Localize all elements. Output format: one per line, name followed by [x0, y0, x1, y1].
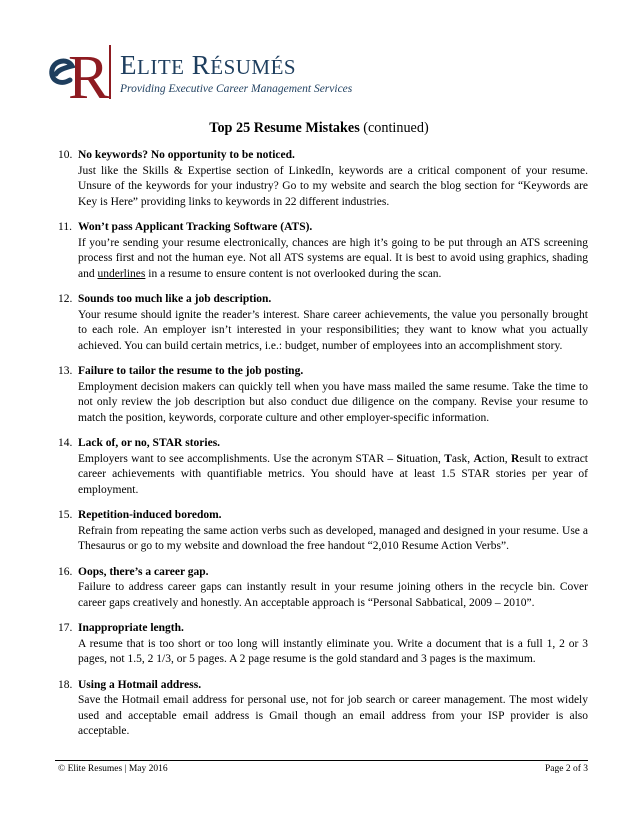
logo-divider [109, 45, 111, 99]
svg-text:R: R [68, 44, 110, 104]
item-body: Failure to address career gaps can instantly result in your resume joining others in the recycle bin. Cover career gaps creatively and honestly. An acceptable approach is “Personal Sabbatical, 2009 – 2010”. [78, 581, 588, 609]
item-heading: Won’t pass Applicant Tracking Software (ATS). [78, 221, 313, 233]
item-body: A resume that is too short or too long will instantly eliminate you. Write a document that is a full 1, 2 or 3 pages, not 1.5, 2 1/3, or 5 pages. A 2 page resume is the gold standard and 3 pages is the maximum. [78, 637, 588, 665]
item-body: Your resume should ignite the reader’s interest. Share career achievements, the value you personally brought to each role. An employer isn’t interested in your responsibilities; they want to know what you actually achieved. You can build certain metrics, i.e.: budget, number of employees into an accomplishment story. [78, 308, 588, 352]
list-item: 12. Sounds too much like a job description. Your resume should ignite the reader’s interest. Share career achievements, the value you personally brought to each role. An employer isn’t interested in your responsibilities; they want to know what you actually achieved. You can build certain metrics, i.e.: budget, number of employees into an accomplishment story. [58, 292, 588, 354]
mistakes-list [58, 148, 588, 750]
list-item: 13. Failure to tailor the resume to the job posting. Employment decision makers can quickly tell when you have mass mailed the same resume. Take the time to not only review the job description but also conduct due diligence on the company. Revise your resume to match the position, keywords, corporate culture and other employer-specific information. [58, 364, 588, 426]
list-item: 17. Inappropriate length. A resume that is too short or too long will instantly eliminate you. Write a document that is a full 1, 2 or 3 pages, not 1.5, 2 1/3, or 5 pages. A 2 page resume is the gold standard and 3 pages is the maximum. [58, 621, 588, 668]
page-title: Top 25 Resume Mistakes (continued) [209, 120, 429, 136]
item-body: Save the Hotmail email address for personal use, not for job search or career management. The most widely used and acceptable email address is Gmail though an email address from your ISP provider is also acceptable. [78, 694, 588, 737]
footer-copyright: © Elite Resumes | May 2016 [58, 764, 168, 774]
list-item: 15. Repetition-induced boredom. Refrain from repeating the same action verbs such as developed, managed and designed in your resume. Use a Thesaurus or go to my website and download the free handout “2,010 Resume Action Verbs”. [58, 508, 588, 555]
brand-block [120, 50, 352, 96]
list-item: 18. Using a Hotmail address. Save the Hotmail email address for personal use, not for job search or career management. The most widely used and acceptable email address is Gmail though an email address from your ISP provider is also acceptable. [58, 678, 588, 740]
item-body: If you’re sending your resume electronically, chances are high it’s going to be put through an ATS screening process first and not the human eye. Not all ATS systems are equal. It is best to avoid using graphics, shading and underlines in a resume to ensure content is not overlooked during the scan. [78, 236, 588, 280]
brand-tagline: Providing Executive Career Management Services [120, 83, 353, 95]
item-heading: Oops, there’s a career gap. [78, 565, 209, 578]
brand-name: ELITE RÉSUMÉS [120, 50, 297, 80]
footer-divider [55, 760, 588, 761]
item-body: Refrain from repeating the same action verbs such as developed, managed and designed in your resume. Use a Thesaurus or go to my website and download the free handout “2,010 Resume Action Verbs”. [78, 524, 588, 552]
item-body: Employers want to see accomplishments. Use the acronym STAR – Situation, Task, Action, Result to extract career achievements with quantifiable metrics. You should have at least 1.5 STAR stories per year of employment. [78, 452, 588, 496]
list-item: 11. Won’t pass Applicant Tracking Software (ATS). If you’re sending your resume electronically, chances are high it’s going to be put through an ATS screening process first and not the human eye. Not all ATS systems are equal. It is best to avoid using graphics, shading and underlines in a resume to ensure content is not overlooked during the scan. [58, 220, 588, 282]
item-heading: Inappropriate length. [78, 622, 184, 634]
list-item: 10. No keywords? No opportunity to be noticed. Just like the Skills & Expertise section of LinkedIn, keywords are a critical component of your resume. Unsure of the keywords for your industry? Go to my website and search the blog section for “Keywords are Key is Here” providing links to keywords in 22 different industries. [58, 148, 588, 210]
item-heading: No keywords? No opportunity to be noticed. [78, 149, 295, 161]
list-item: 14. Lack of, or no, STAR stories. Employers want to see accomplishments. Use the acronym STAR – Situation, Task, Action, Result to extract career achievements with quantifiable metrics. You should have at least 1.5 STAR stories per year of employment. [58, 436, 588, 498]
item-heading: Using a Hotmail address. [78, 678, 202, 691]
footer-page-number: Page 2 of 3 [544, 764, 588, 774]
item-heading: Failure to tailor the resume to the job posting. [78, 365, 304, 377]
item-heading: Repetition-induced boredom. [78, 509, 222, 521]
item-body: Employment decision makers can quickly tell when you have mass mailed the same resume. Take the time to not only review the job description but also conduct due diligence on the company. Revise your resume to match the position, keywords, corporate culture and other employer-specific information. [78, 380, 588, 424]
item-body: Just like the Skills & Expertise section of LinkedIn, keywords are a critical component of your resume. Unsure of the keywords for your industry? Go to my website and search the blog section for “Keywords are Key is Here” providing links to keywords in 22 different industries. [78, 164, 588, 208]
item-heading: Lack of, or no, STAR stories. [78, 437, 221, 449]
elite-resumes-logo [42, 40, 112, 104]
list-item: 16. Oops, there’s a career gap. Failure to address career gaps can instantly result in your resume joining others in the recycle bin. Cover career gaps creatively and honestly. An acceptable approach is “Personal Sabbatical, 2009 – 2010”. [58, 565, 588, 612]
item-heading: Sounds too much like a job description. [78, 293, 272, 305]
